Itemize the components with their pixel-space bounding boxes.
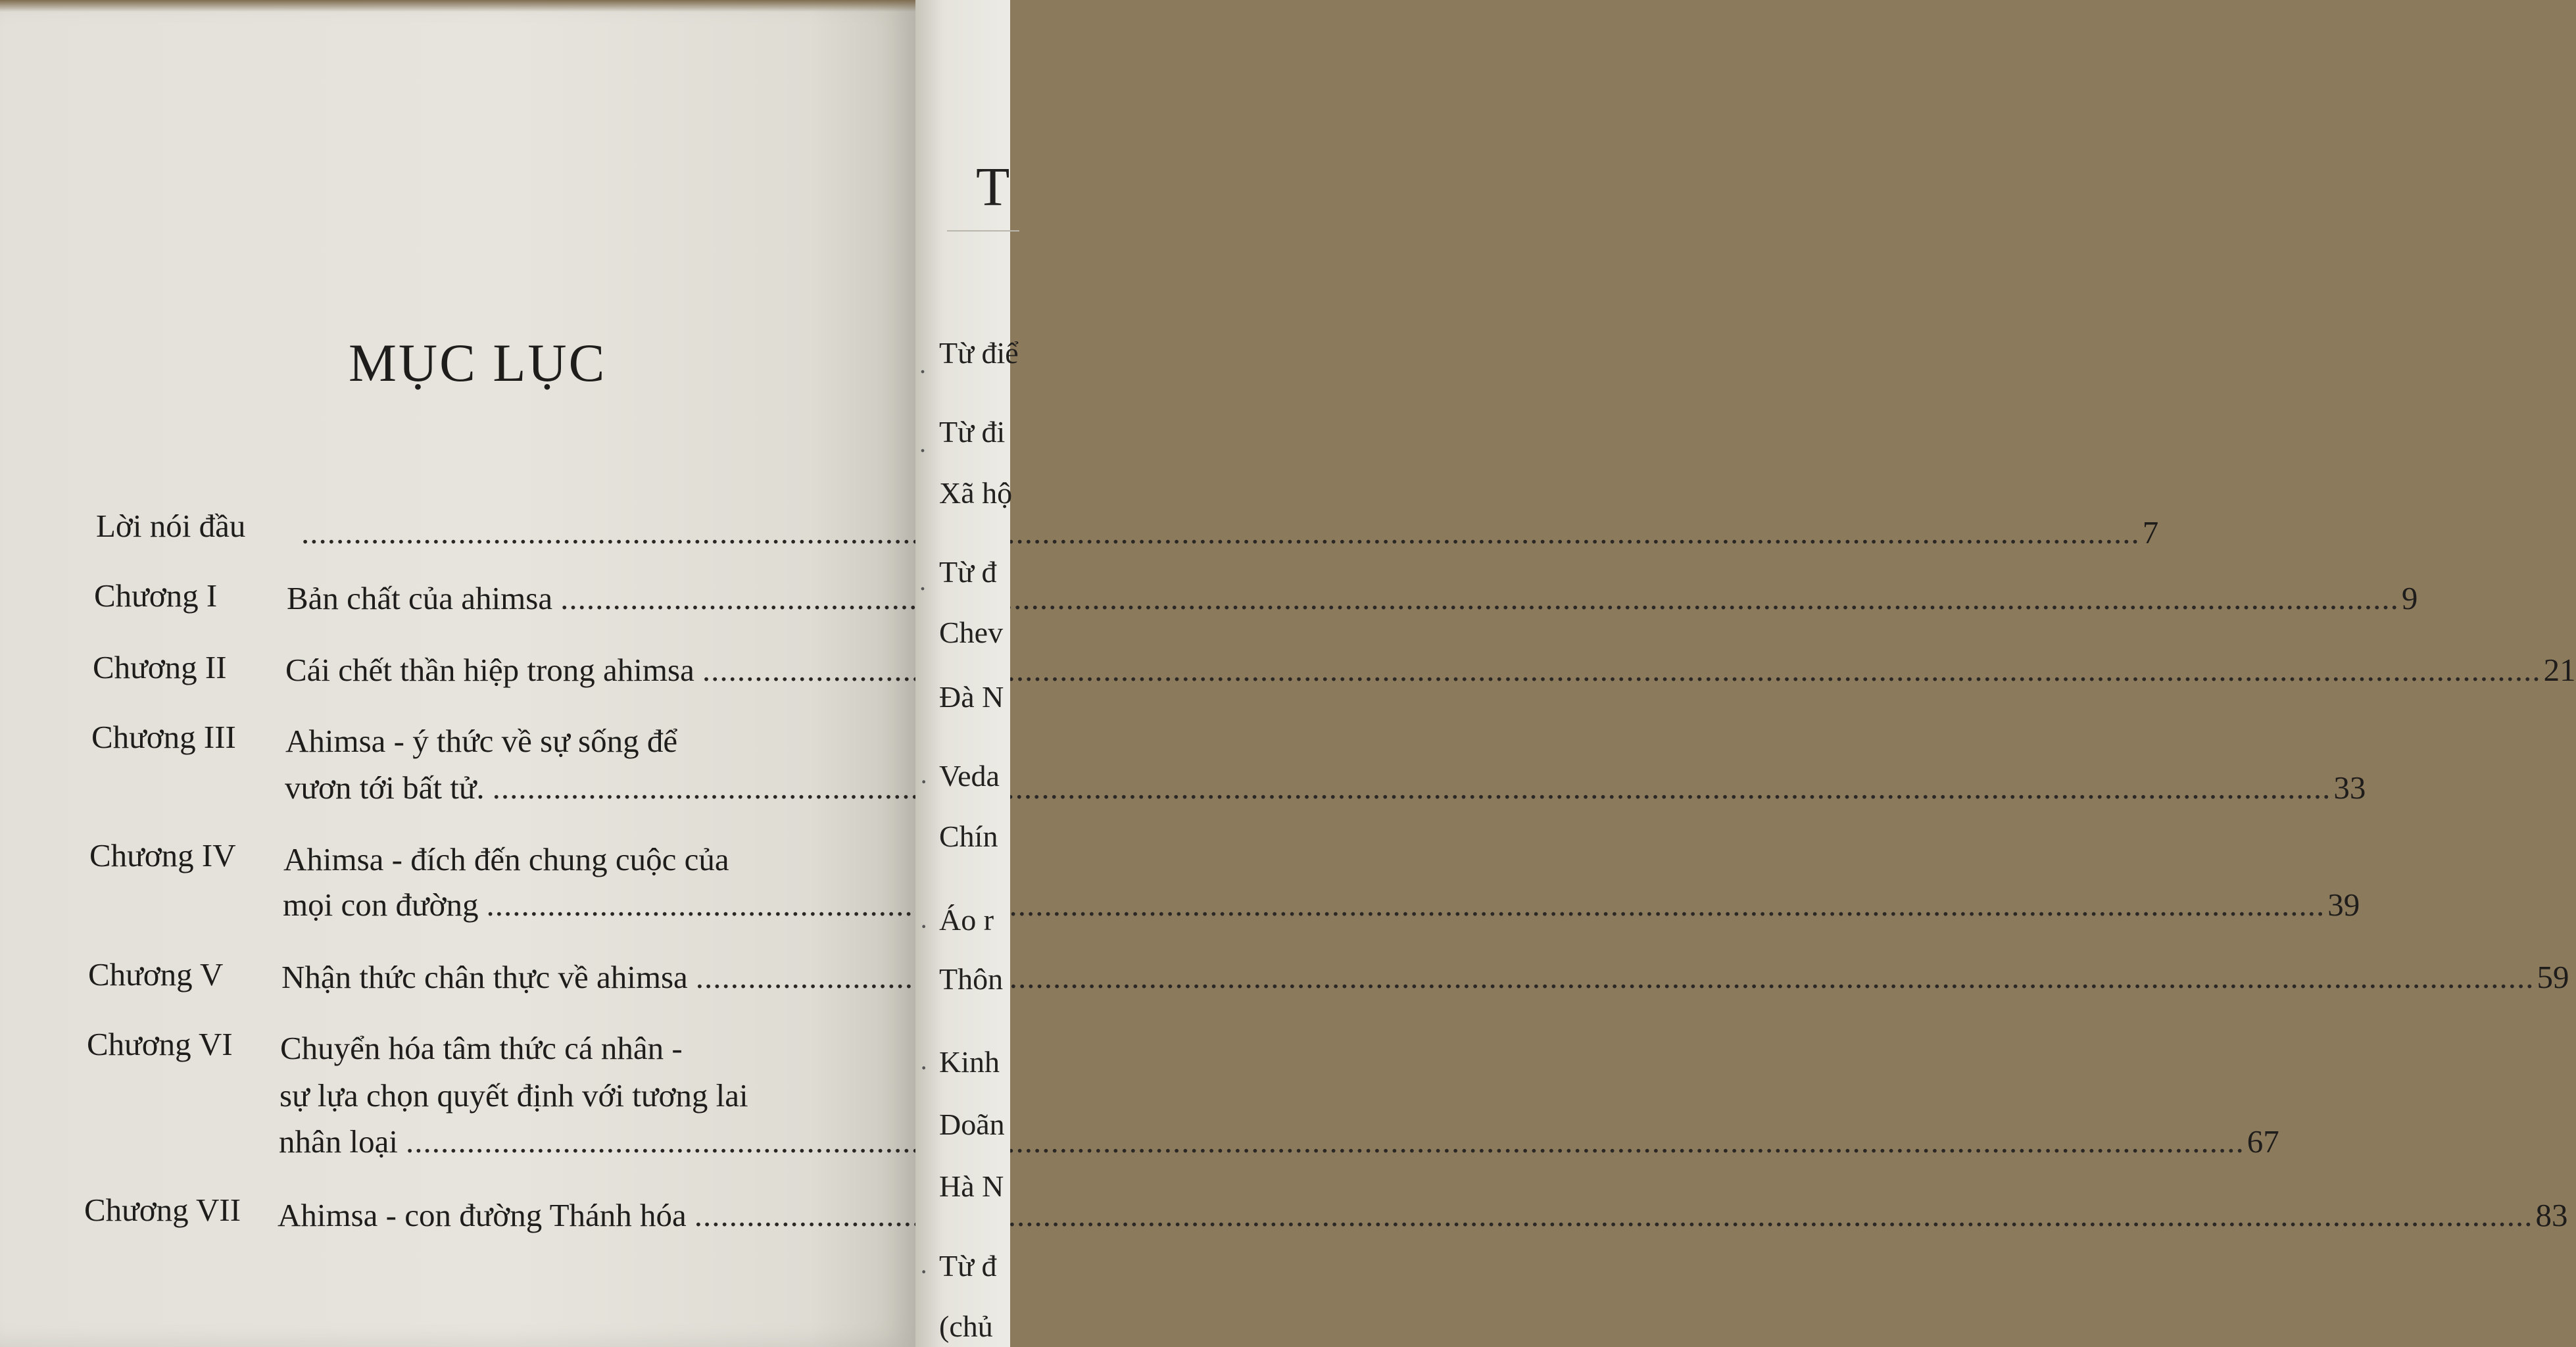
toc-label-chapter-3: Chương III	[91, 719, 236, 755]
facing-line: Đà N	[939, 680, 1004, 714]
toc-title-chapter-4-line-1: Ahimsa - đích đến chung cuộc của	[283, 841, 729, 877]
toc-label-chapter-7: Chương VII	[84, 1192, 241, 1228]
facing-line: Kinh	[939, 1045, 1000, 1079]
toc-page-chapter-5: 59	[2537, 959, 2569, 995]
toc-label-chapter-2: Chương II	[93, 649, 227, 685]
toc-label-chapter-1: Chương I	[94, 577, 218, 614]
facing-line: Doãn	[939, 1108, 1005, 1141]
toc-title-chapter-6-line-1: Chuyển hóa tâm thức cá nhân -	[280, 1030, 683, 1066]
facing-bullet: .	[919, 428, 926, 458]
toc-page-chapter-7: 83	[2535, 1197, 2568, 1233]
facing-line: Từ điể	[939, 336, 1019, 370]
toc-page-preface: 7	[2142, 514, 2159, 551]
facing-bullet: .	[919, 349, 926, 379]
toc-page-chapter-2: 21	[2543, 652, 2576, 688]
facing-bullet: .	[919, 566, 926, 596]
facing-page-rule	[947, 230, 1019, 232]
toc-row-chapter-1[interactable]	[287, 576, 2418, 621]
toc-leader-dots	[486, 883, 2325, 927]
facing-line: Chín	[939, 820, 998, 853]
facing-line: Chev	[939, 616, 1004, 649]
facing-line: Áo r	[939, 903, 994, 937]
toc-title-chapter-3-line-2: vươn tới bất tử.	[285, 770, 485, 806]
facing-line: Veda	[939, 759, 1000, 793]
facing-line: Xã hộ	[939, 476, 1013, 510]
toc-label-preface: Lời nói đầu	[96, 508, 246, 544]
toc-title-chapter-4-line-2: mọi con đường	[283, 887, 479, 923]
facing-line: Từ đi	[939, 415, 1006, 449]
toc-page-chapter-6: 67	[2247, 1123, 2279, 1160]
toc-title-chapter-7: Ahimsa - con đường Thánh hóa	[278, 1197, 687, 1233]
toc-label-chapter-4: Chương IV	[89, 837, 236, 873]
facing-page-heading-fragment: T	[976, 157, 1010, 218]
toc-title-chapter-6-line-3: nhân loại	[279, 1123, 398, 1160]
toc-label-chapter-6: Chương VI	[87, 1026, 233, 1062]
facing-bullet: ·	[919, 1257, 929, 1286]
toc-row-preface[interactable]	[293, 510, 2159, 555]
facing-bullet: ·	[919, 1053, 929, 1083]
facing-line: Từ đ	[939, 1249, 997, 1283]
toc-page-chapter-3: 33	[2333, 770, 2366, 806]
toc-leader-dots	[301, 510, 2140, 555]
toc-title-chapter-2: Cái chết thần hiệp trong ahimsa	[285, 652, 694, 688]
toc-leader-dots	[493, 766, 2331, 810]
page-title: MỤC LỤC	[349, 333, 607, 393]
facing-line: Hà N	[939, 1169, 1004, 1203]
toc-page-chapter-4: 39	[2327, 887, 2360, 923]
toc-row-chapter-2[interactable]	[285, 648, 2576, 693]
toc-row-chapter-7[interactable]	[278, 1193, 2568, 1238]
facing-line: (chủ	[939, 1310, 993, 1343]
facing-line: Từ đ	[939, 555, 997, 589]
facing-bullet: ·	[919, 912, 929, 941]
toc-leader-dots	[560, 576, 2399, 621]
facing-line: Thôn	[939, 962, 1004, 996]
toc-leader-dots	[406, 1119, 2245, 1164]
toc-title-chapter-5: Nhận thức chân thực về ahimsa	[281, 959, 688, 995]
toc-title-chapter-6-line-2: sự lựa chọn quyết định với tương lai	[279, 1077, 748, 1114]
toc-label-chapter-5: Chương V	[88, 956, 224, 992]
toc-title-chapter-3-line-1: Ahimsa - ý thức về sự sống để	[285, 723, 678, 759]
facing-bullet: ·	[919, 767, 929, 796]
toc-title-chapter-1: Bản chất của ahimsa	[287, 580, 553, 616]
toc-page-chapter-1: 9	[2401, 580, 2418, 616]
